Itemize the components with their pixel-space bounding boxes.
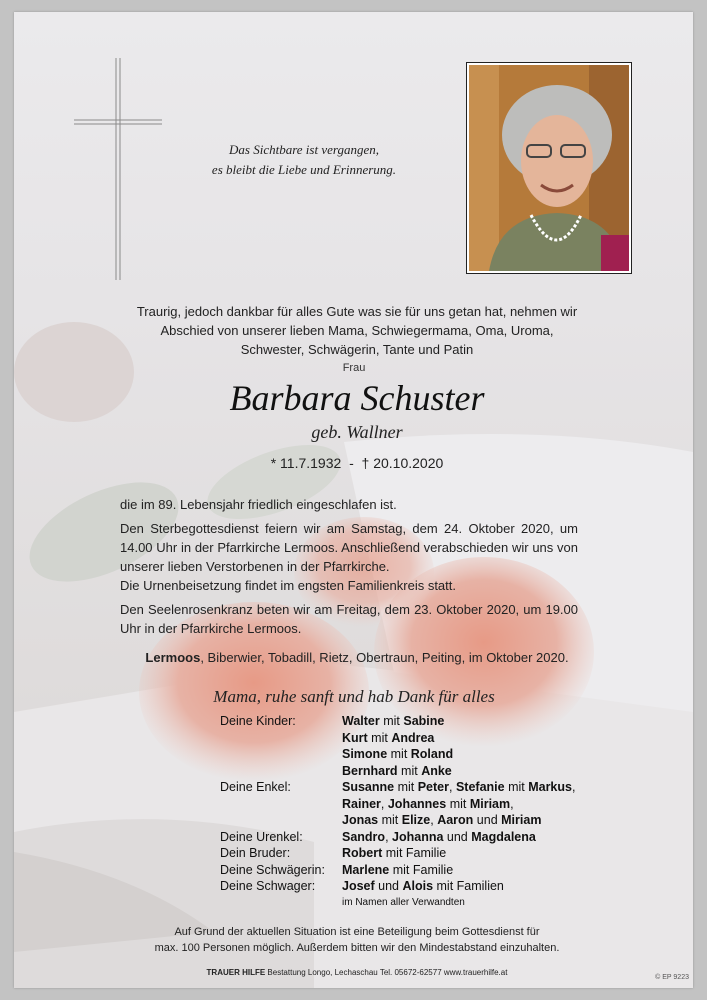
service-paragraph: Den Sterbegottesdienst feiern wir am Samstag, dem 24. Oktober 2020, um 14.00 Uhr in der Pfarrkirche Lermoos. Anschließend verabschieden wir uns von unserer lieben Verstorbenen in der Pfarrkirche. — [120, 521, 578, 574]
family-row — [220, 829, 600, 846]
connector: mit — [446, 796, 470, 811]
other-places: , Biberwier, Tobadill, Rietz, Obertraun, Peiting, im Oktober 2020. — [200, 650, 569, 665]
children-names — [342, 746, 600, 763]
children-names — [342, 730, 600, 747]
intro-line-3: Schwester, Schwägerin, Tante und Patin — [240, 342, 474, 357]
great-grandchildren-label: Deine Urenkel: — [220, 829, 303, 844]
connector: , — [449, 780, 456, 794]
brother-names — [342, 845, 600, 862]
connector: mit — [394, 780, 418, 794]
motto-line-2: es bleibt die Liebe und Erinnerung. — [211, 162, 397, 177]
salutation: Frau — [342, 362, 366, 374]
footer-text: Bestattung Longo, Lechaschau Tel. 05672-62577 www.trauerhilfe.at — [265, 968, 508, 977]
empty-label — [220, 895, 342, 912]
empty-label — [220, 763, 342, 780]
empty-label — [220, 730, 342, 747]
family-row — [220, 862, 600, 879]
name: Alois — [402, 879, 434, 893]
name: Sandro — [342, 829, 386, 844]
intro-line-2: Abschied von unserer lieben Mama, Schwiegermama, Oma, Uroma, — [160, 323, 554, 338]
intro-text — [114, 302, 600, 359]
intro-line-1: Traurig, jedoch dankbar für alles Gute was sie für uns getan hat, nehmen wir — [136, 304, 578, 319]
family-row — [220, 895, 600, 912]
connector: , — [380, 796, 388, 811]
children-label: Deine Kinder: — [220, 714, 296, 728]
connector: , — [571, 780, 576, 794]
farewell-line: Mama, ruhe sanft und hab Dank für alles — [213, 687, 495, 706]
connector: mit Familie — [389, 862, 454, 877]
name: Susanne — [342, 780, 395, 794]
motto — [154, 140, 454, 180]
connector: mit — [397, 763, 422, 778]
name: Simone — [342, 747, 388, 761]
family-row — [220, 713, 600, 730]
birth-date: * 11.7.1932 — [270, 455, 342, 471]
maiden-name: geb. Wallner — [311, 422, 403, 442]
portrait-photo — [466, 62, 632, 274]
main-place: Lermoos — [145, 650, 201, 665]
connector: mit — [367, 730, 392, 745]
great-grandchildren-names — [342, 829, 600, 846]
name: Roland — [410, 747, 454, 761]
connector: , — [385, 829, 393, 844]
sister-in-law-names — [342, 862, 600, 879]
connector: mit Familie — [382, 846, 447, 860]
brothers-in-law-names — [342, 878, 600, 895]
name: Bernhard — [342, 763, 398, 778]
family-row — [220, 845, 600, 862]
name: Miriam — [469, 796, 511, 811]
grandchildren-names — [342, 796, 600, 813]
family-row — [220, 878, 600, 895]
connector: und — [443, 829, 472, 844]
family-list — [220, 713, 600, 911]
brother-label: Dein Bruder: — [220, 846, 291, 860]
name: Magdalena — [471, 829, 536, 844]
name: Jonas — [342, 813, 379, 827]
name: Stefanie — [455, 780, 505, 794]
children-names — [342, 713, 600, 730]
date-separator: - — [349, 455, 354, 471]
name: Anke — [421, 763, 452, 778]
name: Rainer — [342, 796, 381, 811]
family-row — [220, 763, 600, 780]
document-code: © EP 9223 — [655, 974, 689, 981]
empty-label — [220, 812, 342, 829]
children-names — [342, 763, 600, 780]
name: Miriam — [501, 813, 542, 827]
notice-line-2: max. 100 Personen möglich. Außerdem bitten wir den Mindestabstand einzuhalten. — [154, 942, 560, 954]
rosary-paragraph: Den Seelenrosenkranz beten wir am Freitag, dem 23. Oktober 2020, um 19.00 Uhr in der Pfarrkirche Lermoos. — [120, 602, 578, 636]
family-row — [220, 730, 600, 747]
family-row — [220, 779, 600, 796]
notice — [114, 924, 600, 956]
name: Marlene — [342, 862, 390, 877]
connector: mit — [387, 747, 411, 761]
connector: mit Familien — [433, 879, 504, 893]
connector: mit — [378, 813, 402, 827]
motto-line-1: Das Sichtbare ist vergangen, — [229, 142, 379, 157]
connector: mit — [504, 780, 529, 794]
connector: und — [374, 879, 403, 893]
name: Kurt — [342, 730, 368, 745]
obituary-sheet — [14, 12, 693, 988]
funeral-home-footer — [114, 967, 600, 979]
connector: , — [430, 813, 438, 827]
connector: mit — [379, 714, 404, 728]
places-date-line — [114, 648, 600, 667]
notice-line-1: Auf Grund der aktuellen Situation ist eine Beteiligung beim Gottesdienst für — [174, 926, 540, 938]
name: Elize — [401, 813, 431, 827]
empty-label — [220, 796, 342, 813]
urn-paragraph: Die Urnenbeisetzung findet im engsten Familienkreis statt. — [120, 578, 456, 593]
connector: und — [473, 813, 502, 827]
family-row — [220, 746, 600, 763]
name: Josef — [342, 879, 375, 893]
age-line: die im 89. Lebensjahr friedlich eingeschlafen ist. — [120, 497, 397, 512]
name: Walter — [342, 714, 380, 728]
sister-in-law-label: Deine Schwägerin: — [220, 862, 325, 877]
brothers-in-law-label: Deine Schwager: — [220, 879, 316, 893]
deceased-name: Barbara Schuster — [229, 378, 485, 418]
relatives-note: im Namen aller Verwandten — [342, 896, 465, 908]
grandchildren-names — [342, 779, 600, 796]
name: Peter — [417, 780, 449, 794]
death-date: † 20.10.2020 — [361, 455, 444, 471]
name: Johannes — [387, 796, 447, 811]
brand-name: TRAUER HILFE — [206, 968, 266, 977]
family-row — [220, 812, 600, 829]
family-row — [220, 796, 600, 813]
name: Markus — [528, 780, 572, 794]
connector: , — [510, 796, 514, 811]
name: Andrea — [391, 730, 435, 745]
name: Aaron — [437, 813, 474, 827]
portrait-image — [469, 65, 629, 271]
name: Robert — [342, 846, 383, 860]
name: Sabine — [403, 714, 445, 728]
grandchildren-label: Deine Enkel: — [220, 780, 291, 794]
name: Johanna — [392, 829, 444, 844]
grandchildren-names — [342, 812, 600, 829]
life-dates — [214, 453, 500, 473]
empty-label — [220, 746, 342, 763]
cross-icon — [72, 56, 164, 282]
